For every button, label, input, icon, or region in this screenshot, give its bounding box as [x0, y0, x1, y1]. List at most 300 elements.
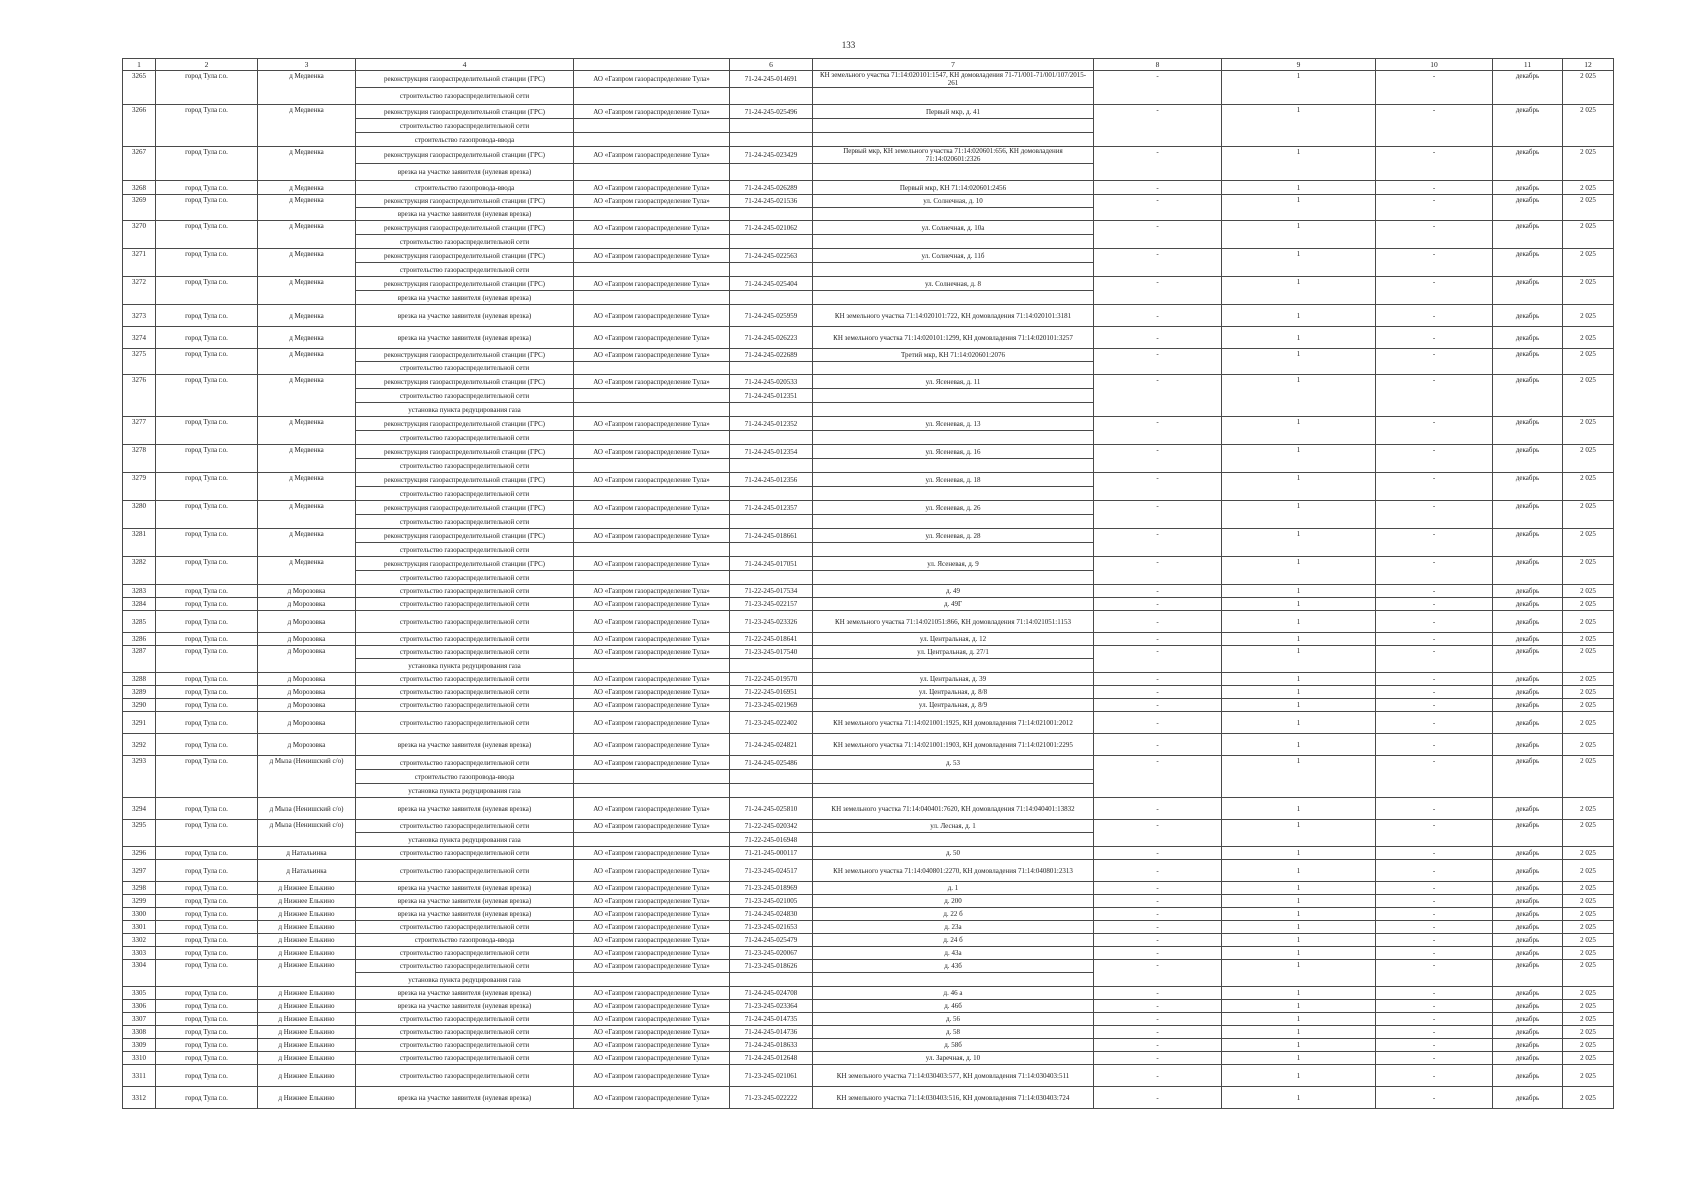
column-8-cell: -: [1094, 633, 1222, 646]
registry-code-cell: [730, 164, 813, 181]
year-cell: 2 025: [1563, 987, 1614, 1000]
column-8-cell: -: [1094, 1026, 1222, 1039]
year-cell: 2 025: [1563, 71, 1614, 105]
work-type-cell: врезка на участке заявителя (нулевая врезка): [356, 1087, 574, 1109]
record-number-cell: 3286: [123, 633, 156, 646]
year-cell: 2 025: [1563, 1026, 1614, 1039]
column-10-cell: -: [1376, 847, 1493, 860]
locality-cell: д Нижнее Елькино: [258, 1026, 356, 1039]
column-10-cell: -: [1376, 908, 1493, 921]
quantity-cell: 1: [1222, 105, 1376, 147]
quantity-cell: 1: [1222, 611, 1376, 633]
month-cell: декабрь: [1493, 646, 1563, 673]
address-cell: ул. Ясеневая, д. 11: [813, 375, 1094, 389]
locality-cell: д Морозовка: [258, 611, 356, 633]
table-row: [123, 277, 1614, 291]
work-type-cell: реконструкция газораспределительной станции (ГРС): [356, 147, 574, 164]
table-row: [123, 349, 1614, 362]
table-row: [123, 611, 1614, 633]
work-type-cell: строительство газораспределительной сети: [356, 1052, 574, 1065]
address-cell: Первый мкр, д. 41: [813, 105, 1094, 119]
organization-cell: АО «Газпром газораспределение Тула»: [574, 71, 730, 88]
address-cell: д. 49: [813, 585, 1094, 598]
municipality-cell: город Тула г.о.: [156, 473, 258, 501]
address-cell: [813, 362, 1094, 375]
record-number-cell: 3299: [123, 895, 156, 908]
record-number-cell: 3278: [123, 445, 156, 473]
work-type-cell: строительство газораспределительной сети: [356, 1039, 574, 1052]
locality-cell: д Нижнее Елькино: [258, 1087, 356, 1109]
organization-cell: АО «Газпром газораспределение Тула»: [574, 686, 730, 699]
page-number: 133: [841, 40, 856, 50]
organization-cell: АО «Газпром газораспределение Тула»: [574, 305, 730, 327]
column-10-cell: -: [1376, 1065, 1493, 1087]
quantity-cell: 1: [1222, 646, 1376, 673]
registry-code-cell: 71-24-245-026289: [730, 181, 813, 195]
column-8-cell: -: [1094, 699, 1222, 712]
organization-cell: [574, 571, 730, 585]
quantity-cell: 1: [1222, 221, 1376, 249]
address-cell: Первый мкр, КН 71:14:020601:2456: [813, 181, 1094, 195]
address-cell: д. 200: [813, 895, 1094, 908]
column-8-cell: -: [1094, 557, 1222, 585]
locality-cell: д Морозовка: [258, 585, 356, 598]
table-row: [123, 633, 1614, 646]
column-10-cell: -: [1376, 756, 1493, 798]
column-8-cell: -: [1094, 947, 1222, 960]
column-10-cell: -: [1376, 1039, 1493, 1052]
organization-cell: [574, 263, 730, 277]
year-cell: 2 025: [1563, 847, 1614, 860]
month-cell: декабрь: [1493, 147, 1563, 181]
address-cell: д. 43а: [813, 947, 1094, 960]
year-cell: 2 025: [1563, 1052, 1614, 1065]
organization-cell: АО «Газпром газораспределение Тула»: [574, 105, 730, 119]
registry-code-cell: 71-24-245-017051: [730, 557, 813, 571]
table-row: [123, 734, 1614, 756]
work-type-cell: строительство газораспределительной сети: [356, 515, 574, 529]
column-header: 9: [1222, 59, 1376, 71]
column-header: 6: [730, 59, 813, 71]
work-type-cell: строительство газораспределительной сети: [356, 686, 574, 699]
work-type-cell: врезка на участке заявителя (нулевая врезка): [356, 208, 574, 221]
organization-cell: АО «Газпром газораспределение Тула»: [574, 756, 730, 770]
column-header: [574, 59, 730, 71]
address-cell: ул. Ясеневая, д. 16: [813, 445, 1094, 459]
month-cell: декабрь: [1493, 417, 1563, 445]
organization-cell: АО «Газпром газораспределение Тула»: [574, 1052, 730, 1065]
registry-code-cell: 71-24-245-018633: [730, 1039, 813, 1052]
work-type-cell: строительство газораспределительной сети: [356, 847, 574, 860]
table-row: [123, 921, 1614, 934]
month-cell: декабрь: [1493, 1013, 1563, 1026]
address-cell: ул. Ясеневая, д. 9: [813, 557, 1094, 571]
municipality-cell: город Тула г.о.: [156, 327, 258, 349]
column-10-cell: -: [1376, 327, 1493, 349]
column-8-cell: -: [1094, 349, 1222, 375]
registry-code-cell: 71-23-245-023364: [730, 1000, 813, 1013]
column-10-cell: -: [1376, 105, 1493, 147]
registry-code-cell: 71-23-245-022402: [730, 712, 813, 734]
work-type-cell: врезка на участке заявителя (нулевая врезка): [356, 291, 574, 305]
month-cell: декабрь: [1493, 1087, 1563, 1109]
year-cell: 2 025: [1563, 646, 1614, 673]
work-type-cell: строительство газораспределительной сети: [356, 571, 574, 585]
organization-cell: АО «Газпром газораспределение Тула»: [574, 473, 730, 487]
year-cell: 2 025: [1563, 249, 1614, 277]
municipality-cell: город Тула г.о.: [156, 987, 258, 1000]
quantity-cell: 1: [1222, 181, 1376, 195]
organization-cell: АО «Газпром газораспределение Тула»: [574, 1000, 730, 1013]
year-cell: 2 025: [1563, 277, 1614, 305]
municipality-cell: город Тула г.о.: [156, 305, 258, 327]
registry-code-cell: 71-23-245-020067: [730, 947, 813, 960]
municipality-cell: город Тула г.о.: [156, 195, 258, 221]
column-10-cell: -: [1376, 1026, 1493, 1039]
address-cell: ул. Центральная, д. 12: [813, 633, 1094, 646]
record-number-cell: 3307: [123, 1013, 156, 1026]
column-10-cell: -: [1376, 921, 1493, 934]
municipality-cell: город Тула г.о.: [156, 673, 258, 686]
table-row: [123, 1052, 1614, 1065]
address-cell: ул. Ясеневая, д. 26: [813, 501, 1094, 515]
organization-cell: [574, 164, 730, 181]
municipality-cell: город Тула г.о.: [156, 71, 258, 105]
table-row: [123, 375, 1614, 389]
table-row: [123, 585, 1614, 598]
organization-cell: АО «Газпром газораспределение Тула»: [574, 501, 730, 515]
column-header: 4: [356, 59, 574, 71]
registry-code-cell: 71-24-245-012357: [730, 501, 813, 515]
column-8-cell: -: [1094, 798, 1222, 820]
quantity-cell: 1: [1222, 798, 1376, 820]
year-cell: 2 025: [1563, 473, 1614, 501]
quantity-cell: 1: [1222, 598, 1376, 611]
work-type-cell: строительство газораспределительной сети: [356, 921, 574, 934]
year-cell: 2 025: [1563, 1013, 1614, 1026]
locality-cell: д Нижнее Елькино: [258, 908, 356, 921]
record-number-cell: 3268: [123, 181, 156, 195]
month-cell: декабрь: [1493, 860, 1563, 882]
table-row: [123, 934, 1614, 947]
municipality-cell: город Тула г.о.: [156, 105, 258, 147]
address-cell: [813, 263, 1094, 277]
month-cell: декабрь: [1493, 633, 1563, 646]
address-cell: [813, 389, 1094, 403]
work-type-cell: врезка на участке заявителя (нулевая врезка): [356, 1000, 574, 1013]
work-type-cell: строительство газораспределительной сети: [356, 1065, 574, 1087]
month-cell: декабрь: [1493, 349, 1563, 375]
organization-cell: [574, 784, 730, 798]
work-type-cell: строительство газораспределительной сети: [356, 611, 574, 633]
year-cell: 2 025: [1563, 798, 1614, 820]
registry-code-cell: [730, 431, 813, 445]
quantity-cell: 1: [1222, 847, 1376, 860]
registry-code-cell: 71-23-245-021005: [730, 895, 813, 908]
municipality-cell: город Тула г.о.: [156, 633, 258, 646]
address-cell: [813, 208, 1094, 221]
locality-cell: д Натальинка: [258, 860, 356, 882]
address-cell: КН земельного участка 71:14:040801:2270, КН домовладения 71:14:040801:2313: [813, 860, 1094, 882]
column-10-cell: -: [1376, 1000, 1493, 1013]
municipality-cell: город Тула г.о.: [156, 1013, 258, 1026]
work-type-cell: реконструкция газораспределительной станции (ГРС): [356, 501, 574, 515]
address-cell: д. 50: [813, 847, 1094, 860]
quantity-cell: 1: [1222, 417, 1376, 445]
table-row: [123, 882, 1614, 895]
work-type-cell: установка пункта редуцирования газа: [356, 659, 574, 673]
quantity-cell: 1: [1222, 557, 1376, 585]
record-number-cell: 3296: [123, 847, 156, 860]
organization-cell: [574, 88, 730, 105]
table-row: [123, 699, 1614, 712]
address-cell: КН земельного участка 71:14:021001:1903, КН домовладения 71:14:021001:2295: [813, 734, 1094, 756]
registry-code-cell: 71-24-245-012356: [730, 473, 813, 487]
column-8-cell: -: [1094, 860, 1222, 882]
column-8-cell: -: [1094, 277, 1222, 305]
column-8-cell: -: [1094, 908, 1222, 921]
organization-cell: АО «Газпром газораспределение Тула»: [574, 1065, 730, 1087]
locality-cell: д Медвенка: [258, 417, 356, 445]
column-8-cell: -: [1094, 756, 1222, 798]
column-8-cell: -: [1094, 921, 1222, 934]
registry-code-cell: 71-24-245-014735: [730, 1013, 813, 1026]
organization-cell: [574, 362, 730, 375]
record-number-cell: 3290: [123, 699, 156, 712]
table-row: [123, 987, 1614, 1000]
quantity-cell: 1: [1222, 947, 1376, 960]
work-type-cell: строительство газораспределительной сети: [356, 756, 574, 770]
locality-cell: д Медвенка: [258, 327, 356, 349]
quantity-cell: 1: [1222, 501, 1376, 529]
quantity-cell: 1: [1222, 529, 1376, 557]
year-cell: 2 025: [1563, 633, 1614, 646]
organization-cell: АО «Газпром газораспределение Тула»: [574, 633, 730, 646]
municipality-cell: город Тула г.о.: [156, 686, 258, 699]
organization-cell: АО «Газпром газораспределение Тула»: [574, 921, 730, 934]
organization-cell: [574, 515, 730, 529]
registry-code-cell: 71-23-245-018969: [730, 882, 813, 895]
work-type-cell: врезка на участке заявителя (нулевая врезка): [356, 895, 574, 908]
column-header: 1: [123, 59, 156, 71]
locality-cell: д Морозовка: [258, 686, 356, 699]
municipality-cell: город Тула г.о.: [156, 960, 258, 987]
work-type-cell: строительство газораспределительной сети: [356, 820, 574, 833]
month-cell: декабрь: [1493, 947, 1563, 960]
table-row: [123, 847, 1614, 860]
municipality-cell: город Тула г.о.: [156, 1052, 258, 1065]
registry-code-cell: 71-24-245-022689: [730, 349, 813, 362]
quantity-cell: 1: [1222, 585, 1376, 598]
registry-code-cell: 71-24-245-025496: [730, 105, 813, 119]
column-10-cell: -: [1376, 673, 1493, 686]
municipality-cell: город Тула г.о.: [156, 895, 258, 908]
registry-code-cell: 71-24-245-023429: [730, 147, 813, 164]
column-header: 7: [813, 59, 1094, 71]
quantity-cell: 1: [1222, 375, 1376, 417]
work-type-cell: строительство газораспределительной сети: [356, 712, 574, 734]
municipality-cell: город Тула г.о.: [156, 501, 258, 529]
address-cell: ул. Солнечная, д. 8: [813, 277, 1094, 291]
table-row: [123, 305, 1614, 327]
year-cell: 2 025: [1563, 598, 1614, 611]
organization-cell: АО «Газпром газораспределение Тула»: [574, 860, 730, 882]
column-8-cell: -: [1094, 1039, 1222, 1052]
record-number-cell: 3289: [123, 686, 156, 699]
address-cell: КН земельного участка 71:14:020101:1547, КН домовладения 71-71/001-71/001/107/2015-261: [813, 71, 1094, 88]
address-cell: [813, 487, 1094, 501]
work-type-cell: строительство газораспределительной сети: [356, 362, 574, 375]
registry-code-cell: 71-22-245-020342: [730, 820, 813, 833]
locality-cell: д Мыза (Ненишский с/о): [258, 820, 356, 847]
column-10-cell: -: [1376, 987, 1493, 1000]
organization-cell: АО «Газпром газораспределение Тула»: [574, 417, 730, 431]
organization-cell: АО «Газпром газораспределение Тула»: [574, 557, 730, 571]
work-type-cell: реконструкция газораспределительной станции (ГРС): [356, 473, 574, 487]
record-number-cell: 3288: [123, 673, 156, 686]
address-cell: ул. Солнечная, д. 10а: [813, 221, 1094, 235]
table-row: [123, 820, 1614, 833]
organization-cell: АО «Газпром газораспределение Тула»: [574, 1039, 730, 1052]
month-cell: декабрь: [1493, 1000, 1563, 1013]
year-cell: 2 025: [1563, 699, 1614, 712]
record-number-cell: 3308: [123, 1026, 156, 1039]
column-8-cell: -: [1094, 147, 1222, 181]
registry-code-cell: [730, 403, 813, 417]
work-type-cell: реконструкция газораспределительной станции (ГРС): [356, 349, 574, 362]
work-type-cell: строительство газораспределительной сети: [356, 487, 574, 501]
column-10-cell: -: [1376, 445, 1493, 473]
quantity-cell: 1: [1222, 1039, 1376, 1052]
registry-code-cell: 71-22-245-018641: [730, 633, 813, 646]
address-cell: [813, 291, 1094, 305]
registry-code-cell: 71-24-245-024821: [730, 734, 813, 756]
record-number-cell: 3266: [123, 105, 156, 147]
column-10-cell: -: [1376, 305, 1493, 327]
work-type-cell: строительство газораспределительной сети: [356, 389, 574, 403]
organization-cell: АО «Газпром газораспределение Тула»: [574, 960, 730, 973]
column-10-cell: -: [1376, 221, 1493, 249]
year-cell: 2 025: [1563, 895, 1614, 908]
municipality-cell: город Тула г.о.: [156, 860, 258, 882]
column-8-cell: -: [1094, 847, 1222, 860]
address-cell: д. 22 б: [813, 908, 1094, 921]
column-10-cell: -: [1376, 501, 1493, 529]
work-type-cell: строительство газораспределительной сети: [356, 543, 574, 557]
year-cell: 2 025: [1563, 305, 1614, 327]
organization-cell: [574, 659, 730, 673]
registry-code-cell: 71-23-245-018626: [730, 960, 813, 973]
locality-cell: д Медвенка: [258, 105, 356, 147]
organization-cell: АО «Газпром газораспределение Тула»: [574, 847, 730, 860]
work-type-cell: строительство газораспределительной сети: [356, 633, 574, 646]
locality-cell: д Морозовка: [258, 598, 356, 611]
record-number-cell: 3304: [123, 960, 156, 987]
table-row: [123, 71, 1614, 88]
registry-code-cell: [730, 515, 813, 529]
organization-cell: АО «Газпром газораспределение Тула»: [574, 712, 730, 734]
quantity-cell: 1: [1222, 712, 1376, 734]
month-cell: декабрь: [1493, 529, 1563, 557]
month-cell: декабрь: [1493, 277, 1563, 305]
quantity-cell: 1: [1222, 71, 1376, 105]
registry-code-cell: [730, 543, 813, 557]
column-8-cell: -: [1094, 529, 1222, 557]
registry-code-cell: [730, 487, 813, 501]
quantity-cell: 1: [1222, 1000, 1376, 1013]
organization-cell: АО «Газпром газораспределение Тула»: [574, 249, 730, 263]
column-8-cell: -: [1094, 375, 1222, 417]
column-8-cell: -: [1094, 501, 1222, 529]
municipality-cell: город Тула г.о.: [156, 699, 258, 712]
municipality-cell: город Тула г.о.: [156, 375, 258, 417]
column-8-cell: -: [1094, 181, 1222, 195]
quantity-cell: 1: [1222, 147, 1376, 181]
month-cell: декабрь: [1493, 699, 1563, 712]
address-cell: д. 56: [813, 1013, 1094, 1026]
table-row: [123, 1026, 1614, 1039]
registry-code-cell: 71-24-245-021062: [730, 221, 813, 235]
table-row: [123, 947, 1614, 960]
column-8-cell: -: [1094, 195, 1222, 221]
year-cell: 2 025: [1563, 1000, 1614, 1013]
organization-cell: АО «Газпром газораспределение Тула»: [574, 195, 730, 208]
table-row: [123, 1039, 1614, 1052]
work-type-cell: реконструкция газораспределительной станции (ГРС): [356, 71, 574, 88]
column-10-cell: -: [1376, 195, 1493, 221]
year-cell: 2 025: [1563, 734, 1614, 756]
address-cell: Первый мкр, КН земельного участка 71:14:020601:656, КН домовладения 71:14:020601:2326: [813, 147, 1094, 164]
organization-cell: АО «Газпром газораспределение Тула»: [574, 895, 730, 908]
locality-cell: д Натальинка: [258, 847, 356, 860]
year-cell: 2 025: [1563, 860, 1614, 882]
month-cell: декабрь: [1493, 105, 1563, 147]
month-cell: декабрь: [1493, 987, 1563, 1000]
record-number-cell: 3270: [123, 221, 156, 249]
column-8-cell: -: [1094, 221, 1222, 249]
work-type-cell: реконструкция газораспределительной станции (ГРС): [356, 249, 574, 263]
municipality-cell: город Тула г.о.: [156, 277, 258, 305]
record-number-cell: 3311: [123, 1065, 156, 1087]
registry-code-cell: 71-24-245-012648: [730, 1052, 813, 1065]
year-cell: 2 025: [1563, 673, 1614, 686]
address-cell: [813, 770, 1094, 784]
year-cell: 2 025: [1563, 327, 1614, 349]
work-type-cell: реконструкция газораспределительной станции (ГРС): [356, 417, 574, 431]
record-number-cell: 3295: [123, 820, 156, 847]
work-type-cell: установка пункта редуцирования газа: [356, 784, 574, 798]
year-cell: 2 025: [1563, 947, 1614, 960]
month-cell: декабрь: [1493, 756, 1563, 798]
locality-cell: д Медвенка: [258, 221, 356, 249]
locality-cell: д Медвенка: [258, 445, 356, 473]
registry-code-cell: [730, 291, 813, 305]
organization-cell: АО «Газпром газораспределение Тула»: [574, 646, 730, 659]
column-8-cell: -: [1094, 1065, 1222, 1087]
column-8-cell: -: [1094, 598, 1222, 611]
address-cell: [813, 431, 1094, 445]
column-10-cell: -: [1376, 820, 1493, 847]
table-row: [123, 908, 1614, 921]
organization-cell: АО «Газпром газораспределение Тула»: [574, 611, 730, 633]
quantity-cell: 1: [1222, 195, 1376, 221]
column-10-cell: -: [1376, 71, 1493, 105]
quantity-cell: 1: [1222, 895, 1376, 908]
locality-cell: д Нижнее Елькино: [258, 1000, 356, 1013]
quantity-cell: 1: [1222, 820, 1376, 847]
registry-code-cell: [730, 119, 813, 133]
work-type-cell: реконструкция газораспределительной станции (ГРС): [356, 277, 574, 291]
